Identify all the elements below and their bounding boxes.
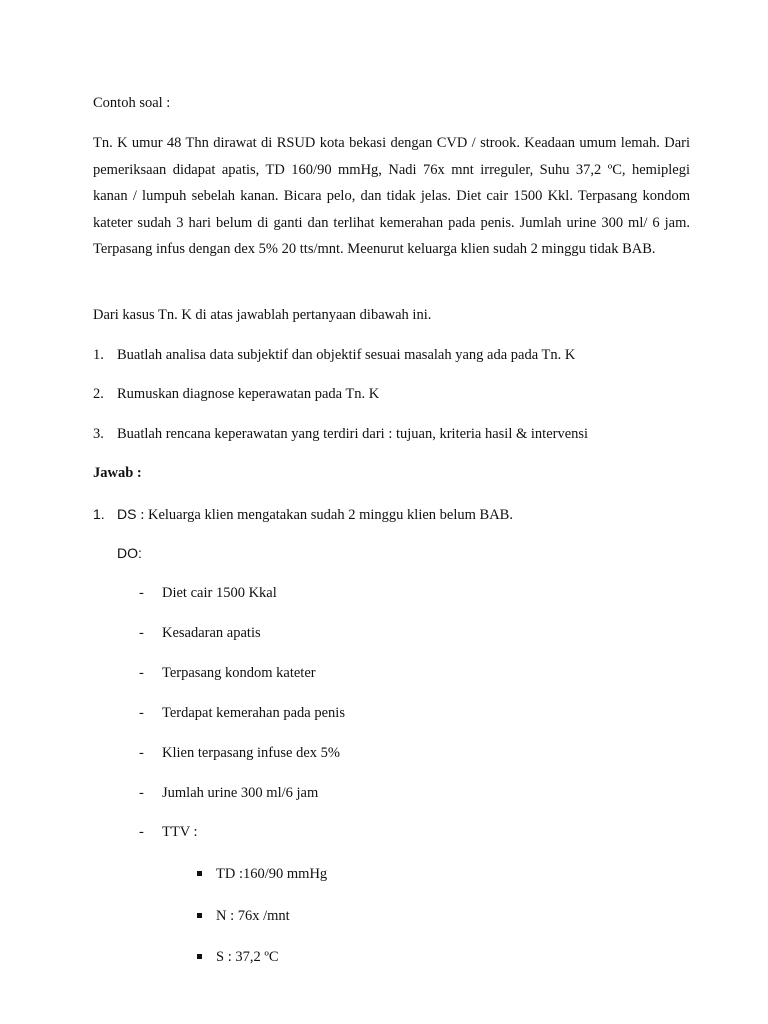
do-item: Jumlah urine 300 ml/6 jam (162, 785, 319, 801)
do-item: TTV : (162, 824, 198, 840)
answer-heading: Jawab : (93, 465, 142, 481)
square-bullet-icon (197, 954, 202, 959)
do-item-dash: - (139, 785, 144, 801)
question-2-number: 2. (93, 386, 104, 402)
ttv-item: N : 76x /mnt (216, 908, 290, 924)
case-paragraph: Tn. K umur 48 Thn dirawat di RSUD kota bekasi dengan CVD / strook. Keadaan umum lemah. Dari pemeriksaan didapat apatis, TD 160/90 mmHg, Nadi 76x mnt irreguler, Suhu 37,2 ºC, hemiplegi kanan / lumpuh sebelah kanan. Bicara pelo, dan tidak jelas. Diet cair 1500 Kkl. Terpasang kondom kateter sudah 3 hari belum di ganti dan terlihat kemerahan pada penis. Jumlah urine 300 ml/ 6 jam. Terpasang infus dengan dex 5% 20 tts/mnt. Meenurut keluarga klien sudah 2 minggu tidak BAB. (93, 135, 690, 258)
do-item-dash: - (139, 824, 144, 840)
do-item: Klien terpasang infuse dex 5% (162, 745, 340, 761)
question-1-number: 1. (93, 347, 104, 363)
answer-ds (117, 504, 513, 525)
question-3-text: Buatlah rencana keperawatan yang terdiri dari : tujuan, kriteria hasil & intervensi (117, 426, 589, 442)
do-item-dash: - (139, 745, 144, 761)
do-item: Terdapat kemerahan pada penis (162, 705, 345, 721)
answer-1-number: 1. (93, 506, 105, 522)
do-item-dash: - (139, 665, 144, 681)
do-item: Kesadaran apatis (162, 625, 261, 641)
ds-label: DS (117, 506, 141, 522)
square-bullet-icon (197, 913, 202, 918)
do-label: DO: (117, 545, 142, 561)
question-1-text: Buatlah analisa data subjektif dan objektif sesuai masalah yang ada pada Tn. K (117, 347, 576, 363)
square-bullet-icon (197, 871, 202, 876)
ttv-item: S : 37,2 ºC (216, 949, 279, 965)
do-item: Terpasang kondom kateter (162, 665, 316, 681)
question-2-text: Rumuskan diagnose keperawatan pada Tn. K (117, 386, 380, 402)
do-item-dash: - (139, 705, 144, 721)
ds-text: : Keluarga klien mengatakan sudah 2 minggu klien belum BAB. (140, 507, 513, 523)
question-3-number: 3. (93, 426, 104, 442)
heading: Contoh soal : (93, 95, 171, 111)
do-item-dash: - (139, 625, 144, 641)
instruction: Dari kasus Tn. K di atas jawablah pertanyaan dibawah ini. (93, 307, 432, 323)
do-item-dash: - (139, 585, 144, 601)
do-item: Diet cair 1500 Kkal (162, 585, 277, 601)
ttv-item: TD :160/90 mmHg (216, 866, 328, 882)
